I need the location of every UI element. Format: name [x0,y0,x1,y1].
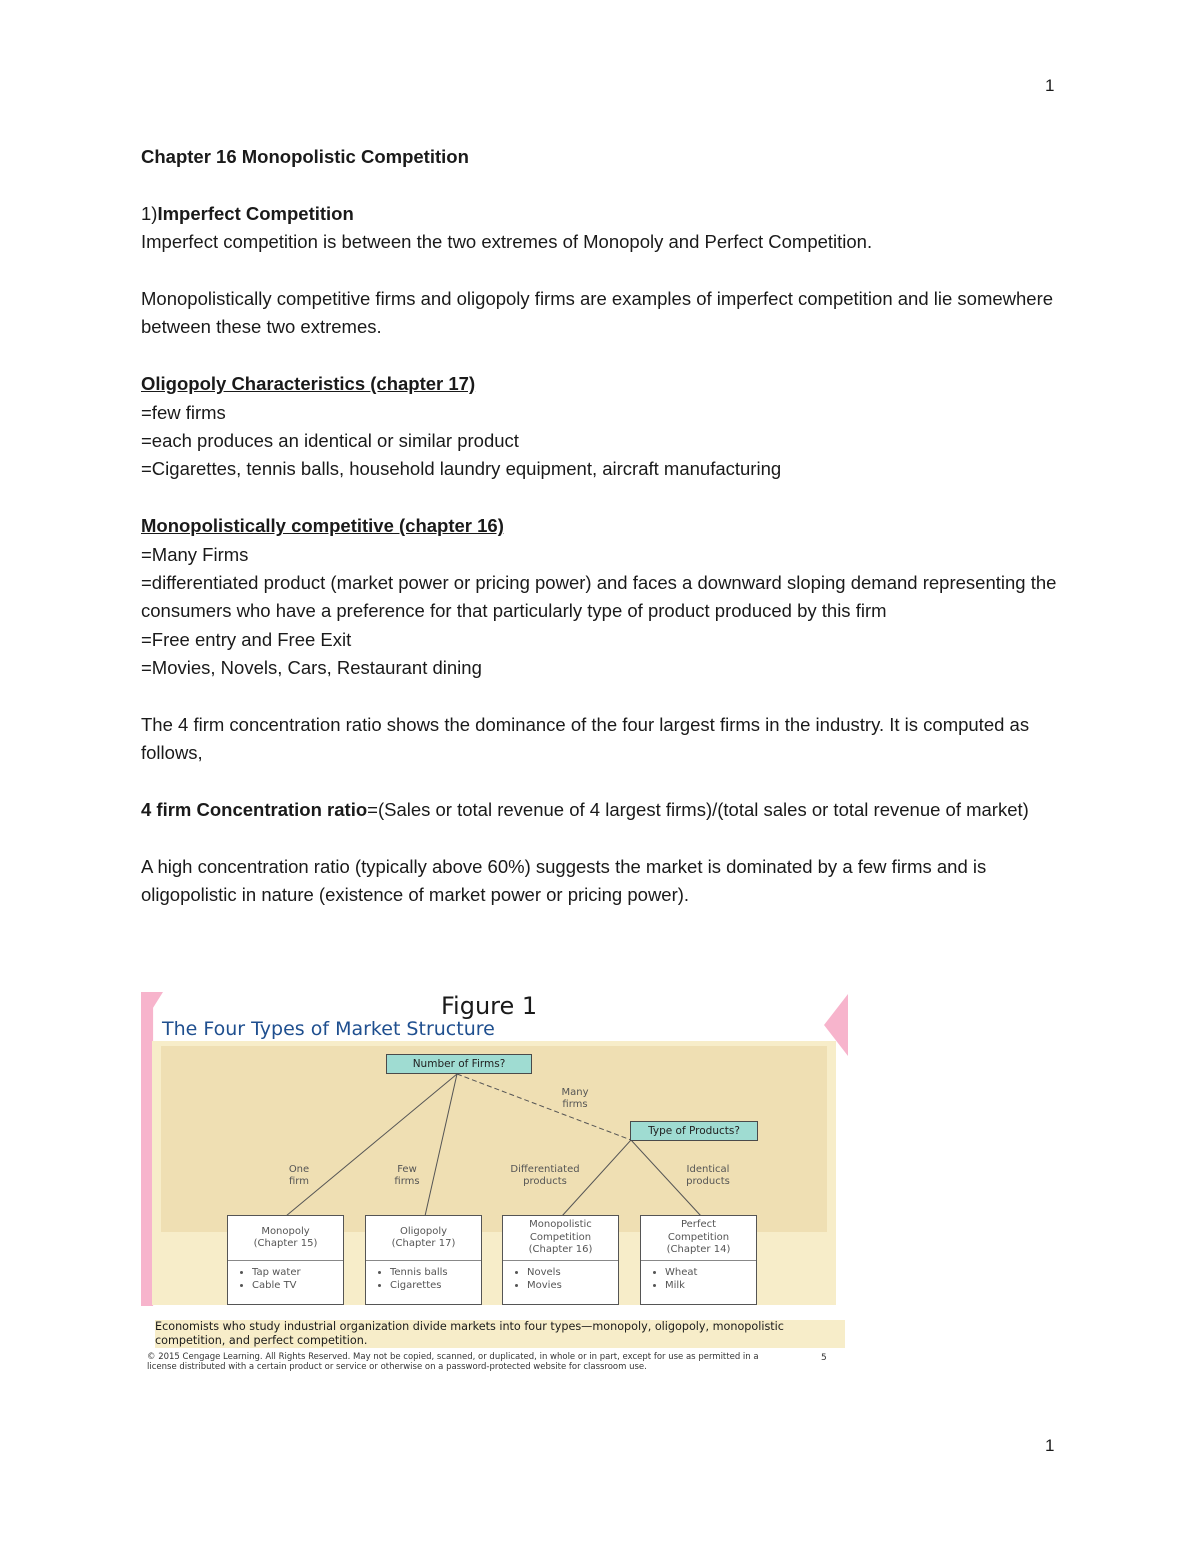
box-example: • Movies [527,1280,618,1293]
branch-text: Differentiated [510,1164,580,1175]
oligopoly-item: =few firms [141,401,226,423]
box-title [366,1216,481,1261]
box-title-line: (Chapter 15) [253,1238,318,1249]
branch-label-identical [658,1164,758,1188]
branch-text: firms [562,1099,588,1110]
box-title [228,1216,343,1261]
market-box-monopoly [227,1215,344,1305]
monopolistic-item: =Free entry and Free Exit [141,628,352,650]
box-title [641,1216,756,1261]
oligopoly-item: =Cigarettes, tennis balls, household laundry equipment, aircraft manufacturing [141,458,782,480]
market-box-oligopoly [365,1215,482,1305]
page-number-top: 1 [1045,76,1055,95]
branch-text: Few [397,1164,417,1175]
box-example: • Tap water [252,1267,343,1280]
figure-title: The Four Types of Market Structure [162,1018,495,1040]
formula-label: 4 firm Concentration ratio [141,799,368,821]
box-example: • Wheat [665,1267,756,1280]
box-title-line: Monopoly [261,1225,310,1237]
branch-label-few-firms [357,1164,457,1188]
formula-expression: =(Sales or total revenue of 4 largest firms)/(total sales or total revenue of market) [367,799,1029,821]
connector-one-firm [286,1074,457,1216]
paragraph-imperfect: Imperfect competition is between the two extremes of Monopoly and Perfect Competition. [141,231,873,253]
branch-text: products [686,1176,730,1187]
figure-label: Figure 1 [441,992,538,1020]
branch-text: firms [394,1176,420,1187]
branch-text: Many [561,1087,589,1098]
box-example: • Milk [665,1280,756,1293]
box-example: • Cigarettes [390,1280,481,1293]
monopolistic-heading: Monopolistically competitive (chapter 16) [141,515,504,537]
branch-text: One [288,1164,310,1175]
branch-text: products [523,1176,567,1187]
box-title-line: (Chapter 17) [391,1238,456,1249]
branch-label-differentiated [495,1164,595,1188]
oligopoly-item: =each produces an identical or similar product [141,430,519,452]
slide-number: 5 [821,1353,827,1363]
box-example: • Cable TV [252,1280,343,1293]
box-example: • Tennis balls [390,1267,481,1280]
figure-caption: Economists who study industrial organization divide markets into four types—monopoly, oligopoly, monopolistic competition, and perfect competition. [155,1320,845,1348]
monopolistic-item: =differentiated product (market power or pricing power) and faces a downward sloping demand representing the consumers who have a preference for that particularly type of product produced by this firm [141,572,1057,622]
page-number-bottom: 1 [1045,1436,1055,1455]
box-title [503,1216,618,1261]
connector-few-firms [425,1074,457,1216]
node-number-of-firms: Number of Firms? [386,1054,532,1074]
section-title: Imperfect Competition [157,202,354,224]
box-title-line: Oligopoly [399,1225,448,1237]
box-title-line: (Chapter 16) [528,1244,593,1256]
document-body [141,143,1066,910]
branch-label-many-firms [525,1087,625,1111]
chapter-title: Chapter 16 Monopolistic Competition [141,146,469,167]
box-examples [641,1267,756,1292]
box-title-line: (Chapter 14) [666,1244,731,1256]
market-box-perfect-competition [640,1215,757,1305]
market-box-monopolistic-competition [502,1215,619,1305]
branch-text: firm [289,1176,309,1187]
box-example: • Novels [527,1267,618,1280]
box-title-line: Monopolistic [529,1219,592,1231]
section-heading [141,200,1066,228]
paragraph-examples: Monopolistically competitive firms and oligopoly firms are examples of imperfect competition and lie somewhere between these two extremes. [141,288,1054,338]
monopolistic-item: =Movies, Novels, Cars, Restaurant dining [141,657,482,679]
figure-copyright: © 2015 Cengage Learning. All Rights Reserved. May not be copied, scanned, or duplicated, in whole or in part, except for use as permitted in a license distributed with a certain product or service or otherwise on a password-protected website for classroom use. [147,1352,759,1372]
box-examples [228,1267,343,1292]
branch-label-one-firm [249,1164,349,1188]
box-examples [503,1267,618,1292]
box-title-line: Competition [667,1231,730,1243]
box-title-line: Perfect [680,1219,717,1231]
box-title-line: Competition [529,1231,592,1243]
oligopoly-heading: Oligopoly Characteristics (chapter 17) [141,373,476,395]
concentration-intro: The 4 firm concentration ratio shows the dominance of the four largest firms in the industry. It is computed as follows, [141,714,1030,764]
monopolistic-item: =Many Firms [141,543,249,565]
branch-text: Identical [686,1164,730,1175]
box-examples [366,1267,481,1292]
node-type-of-products: Type of Products? [630,1121,758,1141]
figure-market-structure [141,992,848,1378]
concentration-conclusion: A high concentration ratio (typically above 60%) suggests the market is dominated by a few firms and is oligopolistic in nature (existence of market power or pricing power). [141,856,987,906]
concentration-formula [141,796,1066,824]
section-number: 1) [141,202,158,224]
